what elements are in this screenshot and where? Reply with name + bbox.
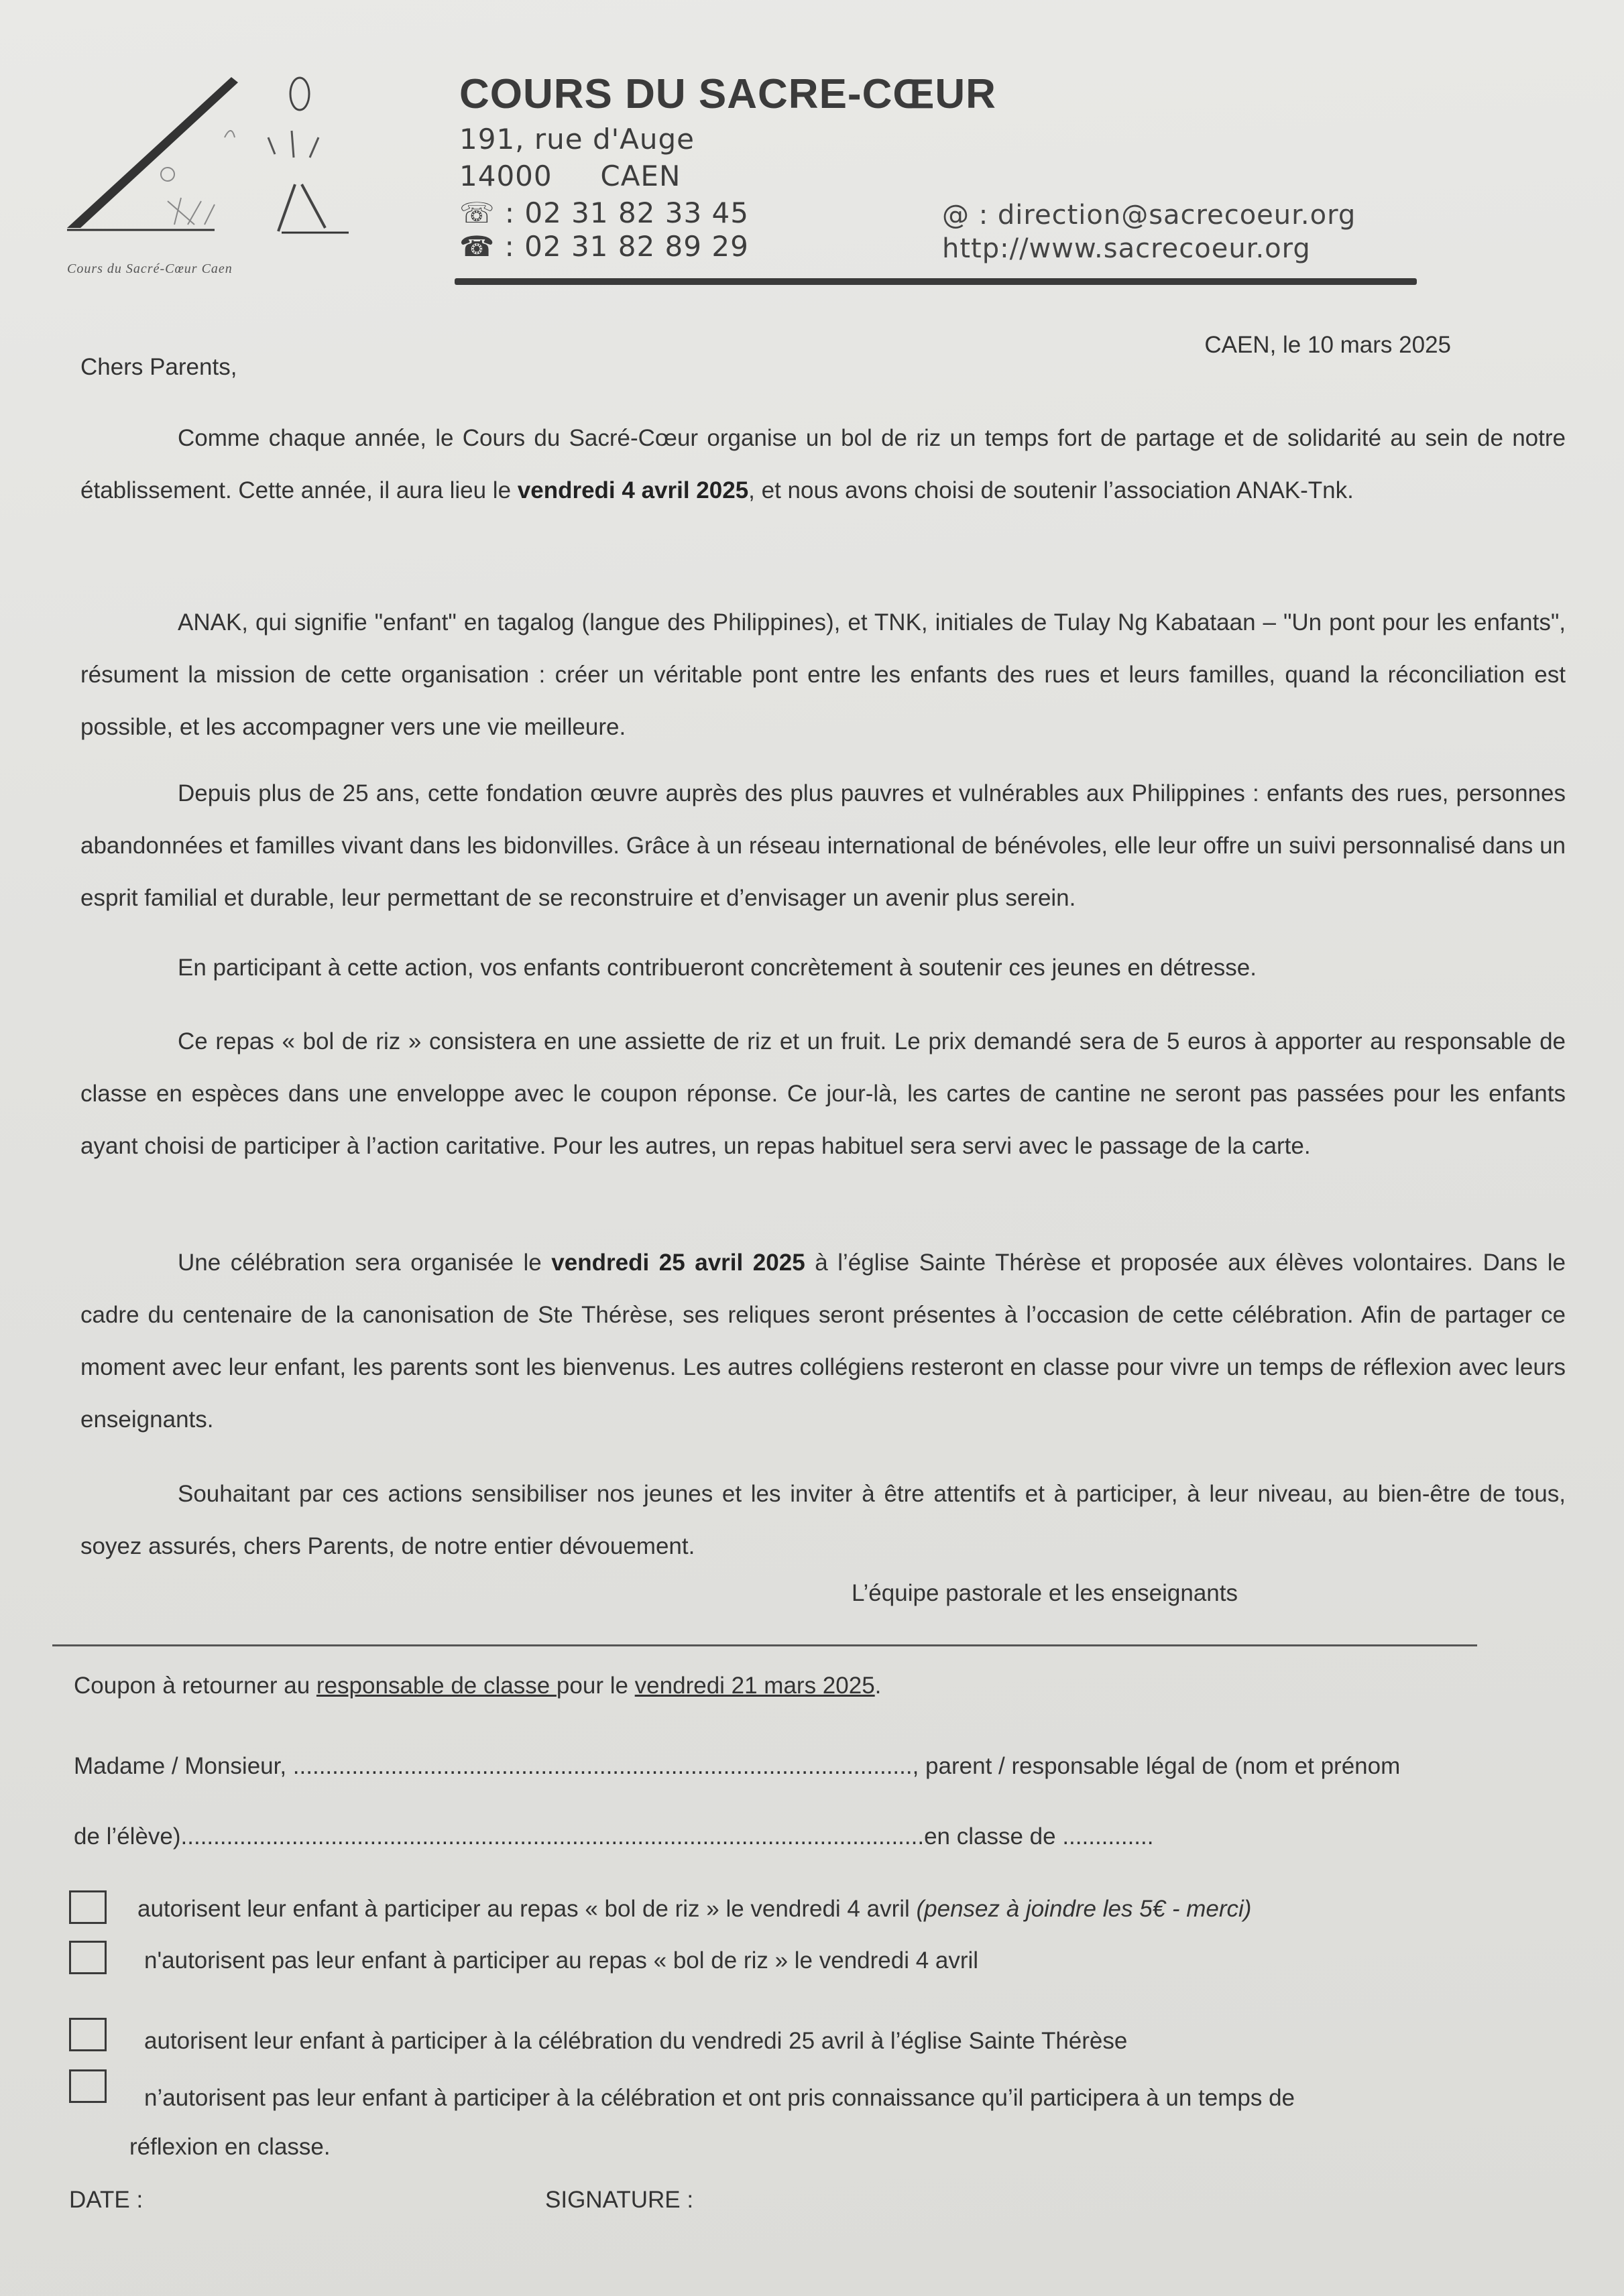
parent-name-line: Madame / Monsieur, ..............................................................................................., parent / responsable légal de (nom et prénom [74,1753,1401,1779]
logo-caption: Cours du Sacré-Cœur Caen [67,261,233,276]
school-logo-icon [60,64,369,292]
date-label: DATE : [69,2187,143,2213]
paragraph-3: Depuis plus de 25 ans, cette fondation œuvre auprès des plus pauvres et vulnérables aux Philippines : enfants des rues, personnes abandonnées et familles vivant dans les bidonvilles. Grâce à un réseau international de bénévoles, elle leur offre un suivi personnalisé dans un esprit familial et durable, leur permettant de se reconstruire et d’envisager un avenir plus serein. [80,780,1566,911]
checkbox-rice-no[interactable] [69,1941,107,1974]
checkbox-celebration-yes[interactable] [69,2018,107,2051]
fax-number: ☎ : 02 31 82 89 29 [459,230,749,263]
option-celebration-no-continued: réflexion en classe. [129,2134,331,2160]
checkbox-celebration-no[interactable] [69,2069,107,2103]
paragraph-2: ANAK, qui signifie "enfant" en tagalog (langue des Philippines), et TNK, initiales de Tulay Ng Kabataan – "Un pont pour les enfants", résument la mission de cette organisation : créer un véritable pont entre les enfants des rues et leurs familles, quand la réconciliation est possible, et les accompagner vers une vie meilleure. [80,609,1566,740]
coupon-title: Coupon à retourner au responsable de classe pour le vendredi 21 mars 2025. [74,1673,882,1699]
header-rule [455,278,1417,285]
paragraph-4: En participant à cette action, vos enfants contribueront concrètement à soutenir ces jeunes en détresse. [178,955,1257,981]
option-celebration-no: n’autorisent pas leur enfant à participer à la célébration et ont pris connaissance qu’il participera à un temps de [144,2085,1295,2111]
email-address: @ : direction@sacrecoeur.org [942,200,1356,231]
letter-date: CAEN, le 10 mars 2025 [1204,332,1451,358]
paragraph-6: Une célébration sera organisée le vendredi 25 avril 2025 à l’église Sainte Thérèse et proposée aux élèves volontaires. Dans le cadre du centenaire de la canonisation de Ste Thérèse, ses reliques seront présentes à l’occasion de cette célébration. Afin de partager ce moment avec leur enfant, les parents sont les bienvenus. Les autres collégiens resteront en classe pour vivre un temps de réflexion avec leurs enseignants. [80,1250,1566,1433]
coupon-separator [52,1644,1477,1646]
school-name: COURS DU SACRE-CŒUR [459,71,996,117]
student-name-line: de l’élève)..................................................................................................................en classe de .............. [74,1823,1154,1850]
paragraph-1: Comme chaque année, le Cours du Sacré-Cœur organise un bol de riz un temps fort de partage et de solidarité au sein de notre établissement. Cette année, il aura lieu le vendredi 4 avril 2025, et nous avons choisi de soutenir l’association ANAK-Tnk. [80,425,1566,503]
phone-number: ☏ : 02 31 82 33 45 [459,196,749,229]
paragraph-5: Ce repas « bol de riz » consistera en une assiette de riz et un fruit. Le prix demandé sera de 5 euros à apporter au responsable de classe en espèces dans une enveloppe avec le coupon réponse. Ce jour-là, les cartes de cantine ne seront pas passées pour les enfants ayant choisi de participer à l’action caritative. Pour les autres, un repas habituel sera servi avec le passage de la carte. [80,1028,1566,1159]
salutation: Chers Parents, [80,354,237,380]
signature-label: SIGNATURE : [545,2187,694,2213]
option-rice-no: n'autorisent pas leur enfant à participer au repas « bol de riz » le vendredi 4 avril [144,1947,979,1974]
address-city: 14000 CAEN [459,160,681,192]
checkbox-rice-yes[interactable] [69,1890,107,1924]
option-celebration-yes: autorisent leur enfant à participer à la célébration du vendredi 25 avril à l’église Sainte Thérèse [144,2028,1128,2054]
website-url: http://www.sacrecoeur.org [942,233,1311,264]
letter-signature: L’équipe pastorale et les enseignants [852,1580,1238,1606]
address-street: 191, rue d'Auge [459,123,695,156]
option-rice-yes: autorisent leur enfant à participer au repas « bol de riz » le vendredi 4 avril (pensez à joindre les 5€ - merci) [137,1896,1252,1922]
paragraph-7: Souhaitant par ces actions sensibiliser nos jeunes et les inviter à être attentifs et à participer, à leur niveau, au bien-être de tous, soyez assurés, chers Parents, de notre entier dévouement. [80,1481,1566,1559]
